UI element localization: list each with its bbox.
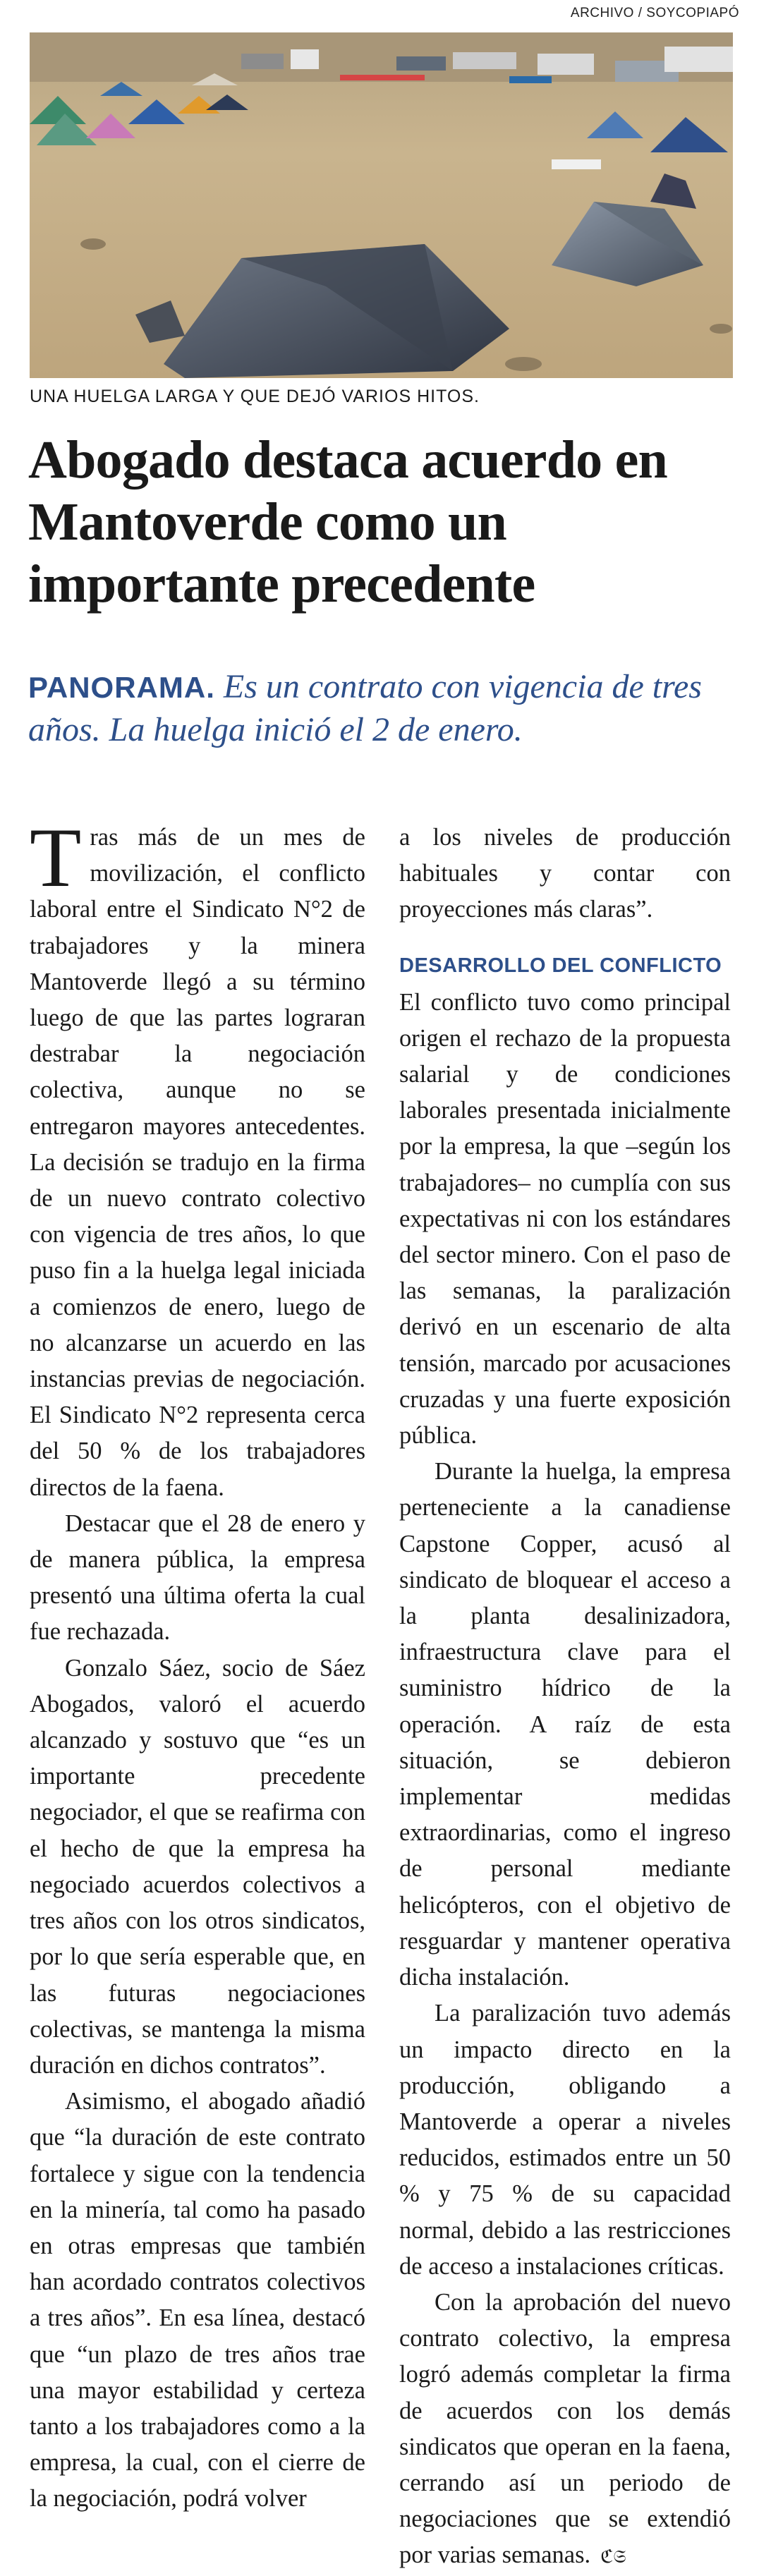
photo-credit: ARCHIVO / SOYCOPIAPÓ [570,6,739,20]
headline: Abogado destaca acuerdo en Mantoverde como un importante precedente [28,430,667,614]
body-paragraph-8 [399,2285,731,2576]
lead-paragraph [28,666,734,751]
body-paragraph-6: Durante la huelga, la empresa perteneciente a la canadiense Capstone Copper, acusó al sindicato de bloquear el acceso a la planta desalinizadora, infraestructura clave para el suministro hídrico de la operación. A raíz de esta situación, se debieron implementar medidas extraordinarias, como el ingreso de personal mediante helicópteros, con el objetivo de resguardar y mantener operativa dicha instalación. [399,1458,731,1991]
lead-kicker: PANORAMA. [28,671,215,704]
lead-text: Es un contrato con vigencia de tres años. La huelga inició el 2 de enero. [28,668,702,748]
body-paragraph-8-text: Con la aprobación del nuevo contrato colectivo, la empresa logró además completar la firma de acuerdos con los demás sindicatos que operan en la faena, cerrando así un periodo de negociaciones que se extendió por varias semanas. [399,2288,731,2569]
article-column-left [30,810,365,2517]
body-paragraph-3: Gonzalo Sáez, socio de Sáez Abogados, valoró el acuerdo alcanzado y sostuvo que “es un importante precedente negociador, el que se reafirma con el hecho de que la empresa ha negociado acuerdos colectivos a tres años con los otros sindicatos, por lo que sería esperable que, en las futuras negociaciones colectivas, se mantenga la misma duración en dichos contratos”. [30,1654,365,2079]
body-paragraph-7: La paralización tuvo además un impacto directo en la producción, obligando a Mantoverde a operar a niveles reducidos, estimados entre un 50 % y 75 % de su capacidad normal, debido a las restricciones de acceso a instalaciones críticas. [399,2000,731,2280]
strike-camp-photo [30,32,733,378]
end-mark-icon: ℭ𝔖 [600,2546,626,2568]
article-column-right [399,820,731,2576]
body-paragraph-5: El conflicto tuvo como principal origen el rechazo de la propuesta salarial y de condiciones laborales presentada inicialmente por la empresa, la que –según los trabajadores– no cumplía con sus expectativas ni con los estándares del sector minero. Con el paso de las semanas, la paralización derivó en un escenario de alta tensión, marcado por acusaciones cruzadas y una fuerte exposición pública. [399,988,731,1450]
body-paragraph-4-continued: a los niveles de producción habituales y contar con proyecciones más claras”. [399,824,731,923]
section-subhead: DESARROLLO DEL CONFLICTO [399,954,722,977]
body-paragraph-4: Asimismo, el abogado añadió que “la duración de este contrato fortalece y sigue con la tendencia en la minería, tal como ha pasado en otras empresas que también han acordado contratos colectivos a tres años”. En esa línea, destacó que “un plazo de tres años trae una mayor estabilidad y certeza tanto a los trabajadores como a la empresa, la cual, con el cierre de la negociación, podrá volver [30,2088,365,2513]
photo-caption: UNA HUELGA LARGA Y QUE DEJÓ VARIOS HITOS. [30,387,480,406]
body-paragraph-1 [30,810,365,1506]
drop-cap: T [30,810,82,904]
body-paragraph-1-text: ras más de un mes de movilización, el conflicto laboral entre el Sindicato N°2 de trabajadores y la minera Mantoverde llegó a su término luego de que las partes lograran destrabar la negociación colectiva, aunque no se entregaron mayores antecedentes. La decisión se tradujo en la firma de un nuevo contrato colectivo con vigencia de tres años, lo que puso fin a la huelga legal iniciada a comienzos de enero, luego de no alcanzarse un acuerdo en las instancias previas de negociación. El Sindicato N°2 representa cerca del 50 % de los trabajadores directos de la faena. [30,824,365,1501]
body-paragraph-2: Destacar que el 28 de enero y de manera pública, la empresa presentó una última oferta la cual fue rechazada. [30,1509,365,1646]
